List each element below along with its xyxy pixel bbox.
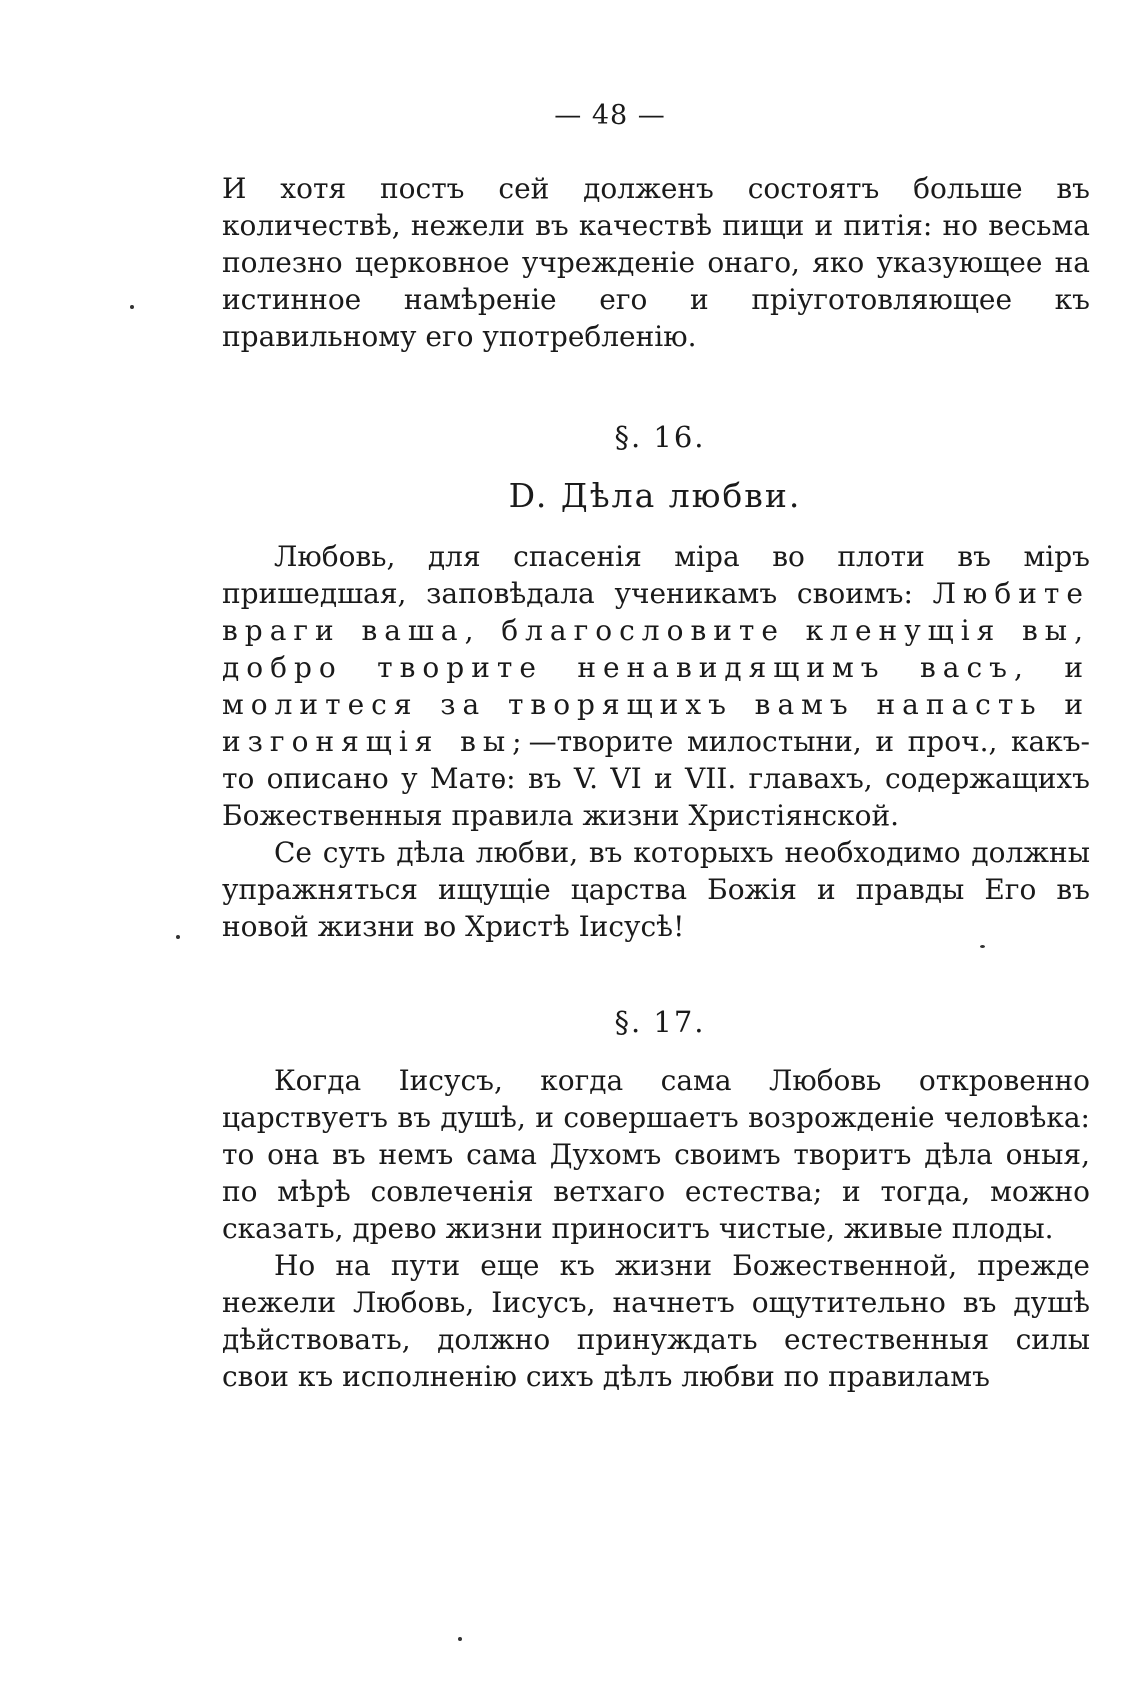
ink-speck <box>130 305 134 309</box>
section-16-text-block <box>222 538 1090 945</box>
page-number: — 48 — <box>554 100 666 131</box>
ink-speck <box>980 945 985 948</box>
section-17-paragraph-1: Когда Іисусъ, когда сама Любовь откровенно царствуетъ въ душѣ, и совершаетъ возрожденіе человѣка: то она въ немъ сама Духомъ своимъ творитъ дѣла оныя, по мѣрѣ совлеченія ветхаго естества; и тогда, можно сказать, древо жизни приноситъ чистые, живые плоды. <box>222 1064 1090 1245</box>
section-16-paragraph-1-end: —творите милостыни, и проч., какъ-то описано у Матѳ: въ V. VI и VII. главахъ, содержащихъ Божественныя правила жизни Христіянской. <box>222 725 1091 832</box>
scripture-quote: Любите враги ваша, благословите кленущія вы, добро творите ненавидящимъ васъ, и молитеся за творящихъ вамъ напасть и изгонящія вы; <box>222 577 1090 758</box>
section-17-paragraph-2: Но на пути еще къ жизни Божественной, прежде нежели Любовь, Іисусъ, начнетъ ощутительно въ душѣ дѣйствовать, должно принуждать естественныя силы свои къ исполненію сихъ дѣлъ любви по правиламъ <box>222 1249 1090 1393</box>
section-17-mark: §. 17. <box>614 1005 706 1039</box>
intro-paragraph: И хотя постъ сей долженъ состоятъ больше въ количествѣ, нежели въ качествѣ пищи и питія: но весьма полезно церковное учрежденіе онаго, яко указующее на истинное намѣреніе его и пріуготовляющее къ правильному его употребленію. <box>222 172 1090 353</box>
section-16-heading: D. Дѣла любви. <box>508 476 802 515</box>
ink-speck <box>176 935 180 939</box>
intro-text-block <box>222 170 1090 355</box>
section-16-mark: §. 16. <box>614 420 706 454</box>
ink-speck <box>458 1637 462 1641</box>
section-16-paragraph-1 <box>222 538 1090 834</box>
section-16-paragraph-2: Се суть дѣла любви, въ которыхъ необходимо должны упражняться ищущіе царства Божія и правды Его въ новой жизни во Христѣ Іисусѣ! <box>222 836 1090 943</box>
section-17-text-block <box>222 1062 1090 1395</box>
section-16-paragraph-1-intro: Любовь, для спасенія міра во плоти въ міръ пришедшая, заповѣдала ученикамъ своимъ: <box>222 540 1090 610</box>
